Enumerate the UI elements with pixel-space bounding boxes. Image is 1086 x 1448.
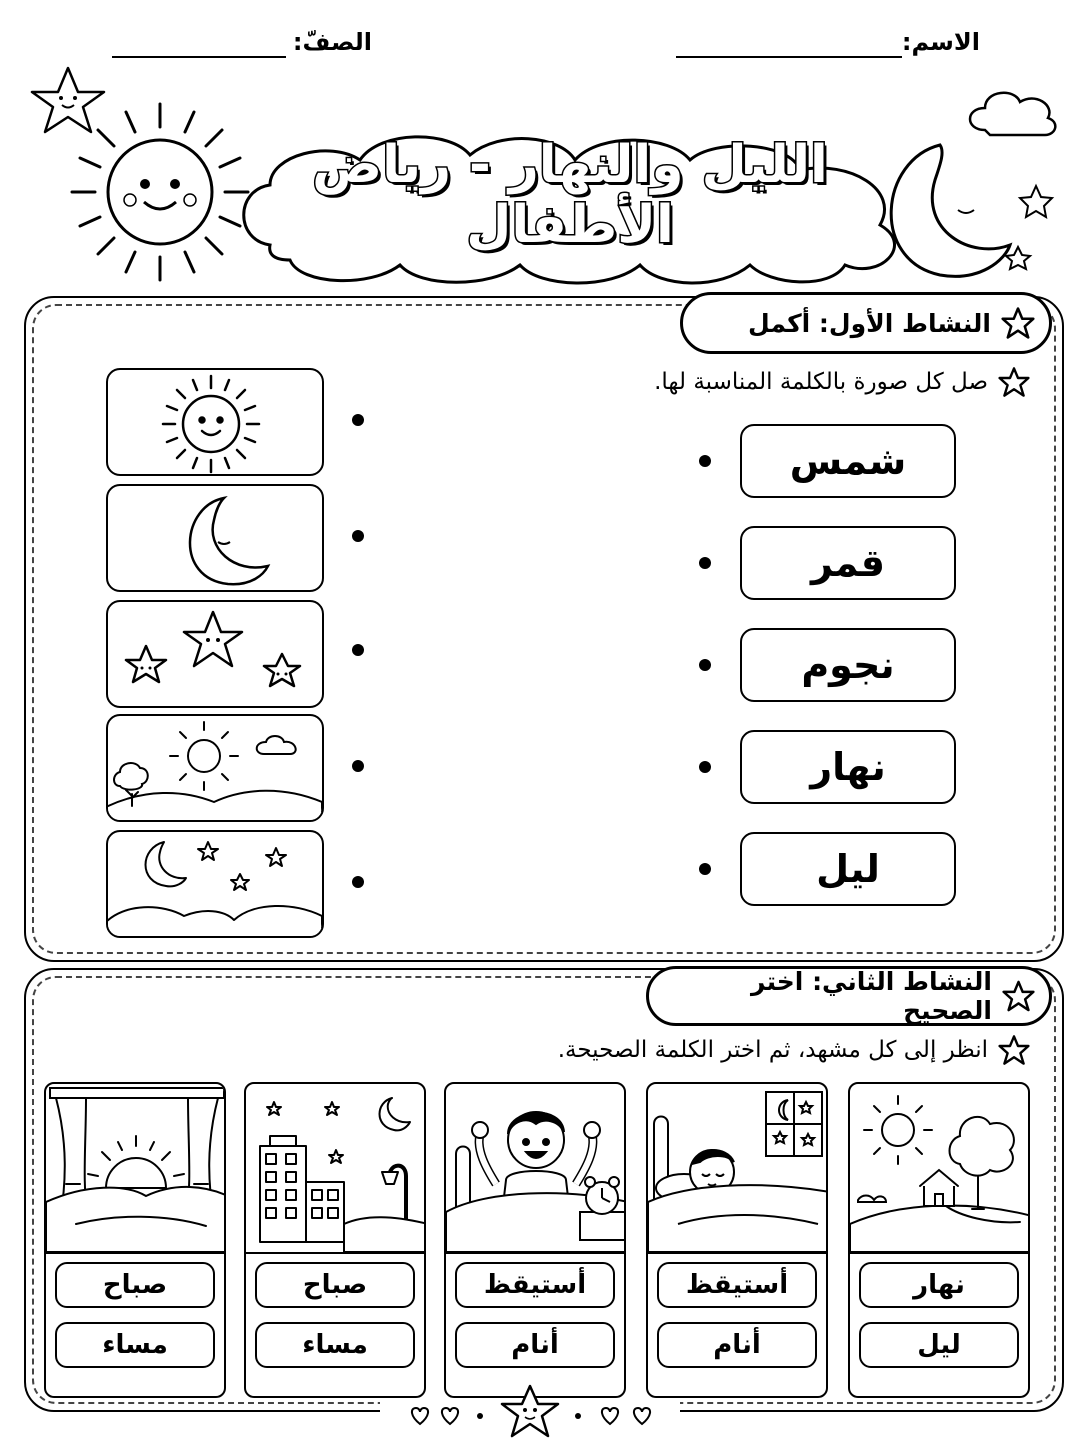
- choice-sleep[interactable]: أنام: [657, 1322, 817, 1368]
- scene-card-sleeping: [646, 1082, 828, 1398]
- footer-decoration: [380, 1384, 680, 1444]
- grade-label: الصفّ:: [292, 28, 372, 56]
- word-dot[interactable]: [699, 659, 711, 671]
- small-cloud-icon: [970, 93, 1055, 135]
- night-scene: [106, 832, 322, 938]
- scene-card-night-city: [244, 1082, 426, 1398]
- activity-1-heading-text: النشاط الأول: أكمل: [748, 308, 991, 338]
- day-house-tree-scene: [850, 1084, 1028, 1254]
- star-icon: [998, 366, 1030, 398]
- smiling-sun-icon: [72, 104, 248, 280]
- choice-sleep[interactable]: أنام: [455, 1322, 615, 1368]
- word-box-sun[interactable]: شمس: [740, 424, 956, 498]
- activity-2-heading: [646, 966, 1052, 1026]
- picture-dot[interactable]: [352, 876, 364, 888]
- boy-waking-up-scene: [446, 1084, 624, 1254]
- choice-evening[interactable]: مساء: [55, 1322, 215, 1368]
- word-box-day[interactable]: نهار: [740, 730, 956, 804]
- grade-line[interactable]: [112, 56, 286, 58]
- name-label: الاسم:: [901, 28, 980, 56]
- picture-box-moon[interactable]: [106, 484, 324, 592]
- picture-dot[interactable]: [352, 530, 364, 542]
- scene-card-waking: [444, 1082, 626, 1398]
- scene-card-day: [848, 1082, 1030, 1398]
- picture-box-stars[interactable]: [106, 600, 324, 708]
- boy-sleeping-scene: [648, 1084, 826, 1254]
- activity-1-heading: [680, 292, 1052, 354]
- name-line[interactable]: [676, 56, 902, 58]
- picture-box-night[interactable]: [106, 830, 324, 938]
- word-box-moon[interactable]: قمر: [740, 526, 956, 600]
- word-dot[interactable]: [699, 557, 711, 569]
- word-dot[interactable]: [699, 455, 711, 467]
- activity-2-heading-text: النشاط الثاني: اختر الصحيح: [751, 967, 992, 1025]
- word-dot[interactable]: [699, 863, 711, 875]
- activity-1-instruction-text: صل كل صورة بالكلمة المناسبة لها.: [654, 369, 988, 395]
- picture-box-daytime[interactable]: [106, 714, 324, 822]
- star-icon: [998, 1034, 1030, 1066]
- star-icon: [1001, 306, 1035, 340]
- activity-2-instruction: [558, 1034, 1030, 1066]
- daytime-scene: [106, 716, 322, 822]
- picture-dot[interactable]: [352, 644, 364, 656]
- picture-dot[interactable]: [352, 414, 364, 426]
- small-star-icon: [1020, 186, 1052, 217]
- choice-evening[interactable]: مساء: [255, 1322, 415, 1368]
- choice-night[interactable]: ليل: [859, 1322, 1019, 1368]
- picture-box-sun[interactable]: [106, 368, 324, 476]
- choice-wake-up[interactable]: أستيقظ: [455, 1262, 615, 1308]
- word-box-stars[interactable]: نجوم: [740, 628, 956, 702]
- word-box-night[interactable]: ليل: [740, 832, 956, 906]
- page-title: الليل والنهار - رياض الأطفال: [312, 135, 828, 255]
- choice-day[interactable]: نهار: [859, 1262, 1019, 1308]
- scene-card-sunrise: [44, 1082, 226, 1398]
- sleeping-moon-icon: [891, 145, 1010, 276]
- smiling-star-icon: [32, 68, 104, 132]
- word-dot[interactable]: [699, 761, 711, 773]
- star-icon: [1002, 979, 1035, 1013]
- choice-wake-up[interactable]: أستيقظ: [657, 1262, 817, 1308]
- activity-2-instruction-text: انظر إلى كل مشهد، ثم اختر الكلمة الصحيحة.: [557, 1037, 988, 1063]
- picture-dot[interactable]: [352, 760, 364, 772]
- sunrise-window-scene: [46, 1084, 224, 1254]
- choice-morning[interactable]: صباح: [55, 1262, 215, 1308]
- choice-morning[interactable]: صباح: [255, 1262, 415, 1308]
- stars-icon: [106, 602, 322, 708]
- crescent-moon-icon: [106, 486, 322, 592]
- sun-icon: [106, 370, 322, 476]
- night-city-scene: [246, 1084, 424, 1254]
- activity-1-instruction: [654, 366, 1030, 398]
- small-star-icon: [1006, 247, 1030, 269]
